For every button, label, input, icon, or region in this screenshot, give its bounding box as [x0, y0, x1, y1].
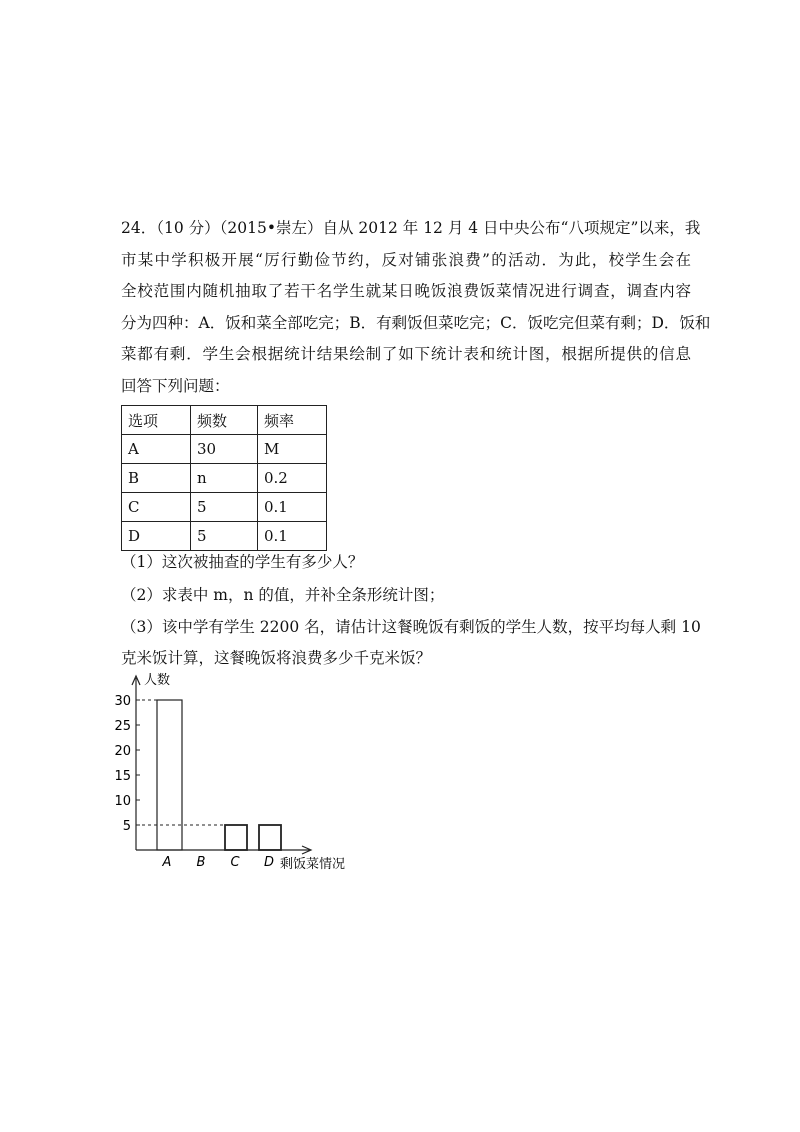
category-label: C [230, 855, 240, 870]
table-cell: 30 [191, 435, 258, 464]
y-axis-label: 人数 [144, 673, 171, 688]
problem-line: 分为四种：A．饭和菜全部吃完；B．有剩饭但菜吃完；C．饭吃完但菜有剩；D．饭和 [121, 313, 711, 332]
table-cell: C [122, 493, 191, 522]
table-cell: 5 [191, 522, 258, 551]
y-tick-label: 15 [114, 769, 131, 784]
table-cell: M [258, 435, 327, 464]
bar-chart [100, 668, 380, 873]
table-cell: D [122, 522, 191, 551]
table-header-cell: 选项 [122, 406, 191, 435]
table-cell: 0.1 [258, 493, 327, 522]
problem-line: 回答下列问题： [121, 376, 230, 395]
table-cell: 5 [191, 493, 258, 522]
y-tick-label: 5 [122, 819, 131, 834]
y-tick-label: 20 [114, 744, 131, 759]
question-2: （2）求表中 m，n 的值，并补全条形统计图； [121, 586, 445, 604]
table-cell: A [122, 435, 191, 464]
table-row [122, 522, 327, 551]
problem-line: 菜都有剩．学生会根据统计结果绘制了如下统计表和统计图，根据所提供的信息 [121, 345, 691, 363]
question-1: （1）这次被抽查的学生有多少人？ [121, 553, 364, 571]
category-label: D [263, 855, 275, 870]
question-3-line-2: 克米饭计算，这餐晚饭将浪费多少千克米饭？ [121, 649, 432, 667]
x-axis-label: 剩饭菜情况 [280, 857, 346, 872]
y-tick-label: 10 [114, 794, 131, 809]
y-tick-label: 25 [114, 719, 131, 734]
table-header-cell: 频数 [191, 406, 258, 435]
problem-line: 全校范围内随机抽取了若干名学生就某日晚饭浪费饭菜情况进行调查，调查内容 [121, 282, 691, 300]
reference-lines [136, 700, 247, 825]
table-row [122, 435, 327, 464]
table-row [122, 464, 327, 493]
table-cell: n [191, 464, 258, 493]
table-cell: 0.1 [258, 522, 327, 551]
frequency-table [121, 405, 327, 551]
category-label: B [196, 855, 206, 870]
table-header-cell: 频率 [258, 406, 327, 435]
table-header-row [122, 406, 327, 435]
bar-a [157, 700, 182, 850]
table-cell: 0.2 [258, 464, 327, 493]
table-row [122, 493, 327, 522]
table-cell: B [122, 464, 191, 493]
y-tick-label: 30 [114, 694, 131, 709]
category-label: A [162, 855, 172, 870]
problem-line: 市某中学积极开展“厉行勤俭节约，反对铺张浪费”的活动．为此，校学生会在 [121, 250, 691, 269]
problem-text [121, 213, 711, 402]
bar-d [259, 825, 281, 850]
bar-c [225, 825, 247, 850]
problem-line: 24．（10 分）（2015•崇左）自从 2012 年 12 月 4 日中央公布“八项规定”以来，我 [121, 219, 701, 237]
question-3-line-1: （3）该中学有学生 2200 名，请估计这餐晚饭有剩饭的学生人数，按平均每人剩 10 [121, 618, 701, 636]
bars [157, 700, 281, 850]
category-labels [162, 855, 274, 870]
